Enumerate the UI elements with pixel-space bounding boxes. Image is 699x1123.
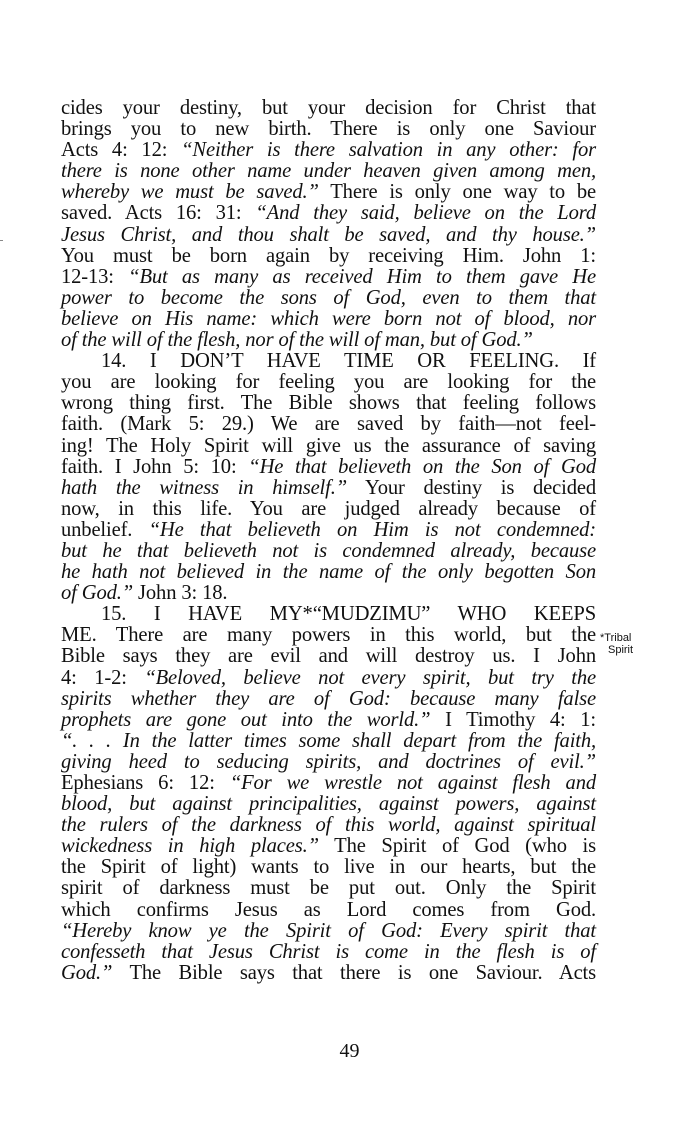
text-line: now, in this life. You are judged already because of [61, 497, 596, 520]
text-line: but he that believeth not is condemned already, because [61, 539, 596, 562]
text-line: power to become the sons of God, even to them that [61, 286, 596, 309]
text-line: Bible says they are evil and will destroy us. I John [61, 645, 596, 668]
text-line: spirit of darkness must be put out. Only the Spirit [61, 877, 596, 900]
text-line: wickedness in high places.” The Spirit of God (who is [61, 835, 596, 858]
section-heading-15: 15. I HAVE MY*“MUDZIMU” WHO KEEPS [101, 603, 596, 626]
text-line: Jesus Christ, and thou shalt be saved, and thy house.” [61, 223, 596, 246]
text-line: the rulers of the darkness of this world, against spiritual [61, 814, 596, 837]
text-line: “Hereby know ye the Spirit of God: Every spirit that [61, 919, 596, 942]
text-line: spirits whether they are of God: because many false [61, 687, 596, 710]
text-line: the Spirit of light) wants to live in our hearts, but the [61, 856, 596, 879]
text-line: ing! The Holy Spirit will give us the assurance of saving [61, 434, 596, 457]
text-line: wrong thing first. The Bible shows that feeling follows [61, 392, 596, 415]
text-line: which confirms Jesus as Lord comes from God. [61, 898, 596, 921]
text-line: blood, but against principalities, against powers, against [61, 793, 596, 816]
margin-footnote-line1: *Tribal [600, 632, 632, 644]
text-line: saved. Acts 16: 31: “And they said, believe on the Lord [61, 202, 597, 225]
text-line: of God.” John 3: 18. [61, 582, 228, 605]
text-line: “. . . In the latter times some shall depart from the faith, [61, 729, 596, 752]
page-number: 49 [339, 1040, 360, 1062]
text-line: Ephesians 6: 12: “For we wrestle not against flesh and [61, 772, 596, 794]
body-text [61, 98, 596, 984]
text-line: of the will of the flesh, nor of the will of man, but of God.” [61, 329, 533, 352]
text-line: you are looking for feeling you are looking for the [61, 371, 596, 394]
text-line: he hath not believed in the name of the only begotten Son [61, 561, 596, 584]
text-line: ME. There are many powers in this world, but the [61, 624, 596, 647]
text-line: prophets are gone out into the world.” I Timothy 4: 1: [61, 708, 596, 731]
text-line: cides your destiny, but your decision for Christ that [61, 97, 596, 119]
margin-footnote [600, 632, 633, 656]
text-line: 12-13: “But as many as received Him to them gave He [61, 265, 596, 288]
text-line: confesseth that Jesus Christ is come in the flesh is of [61, 940, 596, 963]
text-line: 4: 1-2: “Beloved, believe not every spirit, but try the [61, 666, 597, 689]
text-line: whereby we must be saved.” There is only one way to be [61, 181, 596, 204]
text-line: brings you to new birth. There is only one Saviour [61, 118, 596, 141]
text-line: You must be born again by receiving Him. John 1: [61, 244, 596, 267]
margin-mark [0, 240, 3, 241]
text-line: hath the witness in himself.” Your destiny is decided [61, 476, 596, 499]
text-line: God.” The Bible says that there is one Saviour. Acts [61, 961, 596, 984]
text-line: there is none other name under heaven given among men, [61, 160, 596, 183]
text-line: faith. I John 5: 10: “He that believeth on the Son of God [61, 455, 597, 478]
margin-footnote-line2: Spirit [608, 644, 634, 656]
text-line: believe on His name: which were born not of blood, nor [61, 307, 596, 330]
text-line: Acts 4: 12: “Neither is there salvation in any other: for [61, 139, 597, 162]
section-heading-14: 14. I DON’T HAVE TIME OR FEELING. If [101, 350, 596, 373]
text-line: unbelief. “He that believeth on Him is not condemned: [61, 518, 596, 541]
text-line: giving heed to seducing spirits, and doctrines of evil.” [61, 750, 596, 773]
text-line: faith. (Mark 5: 29.) We are saved by faith—not feel- [61, 413, 596, 436]
